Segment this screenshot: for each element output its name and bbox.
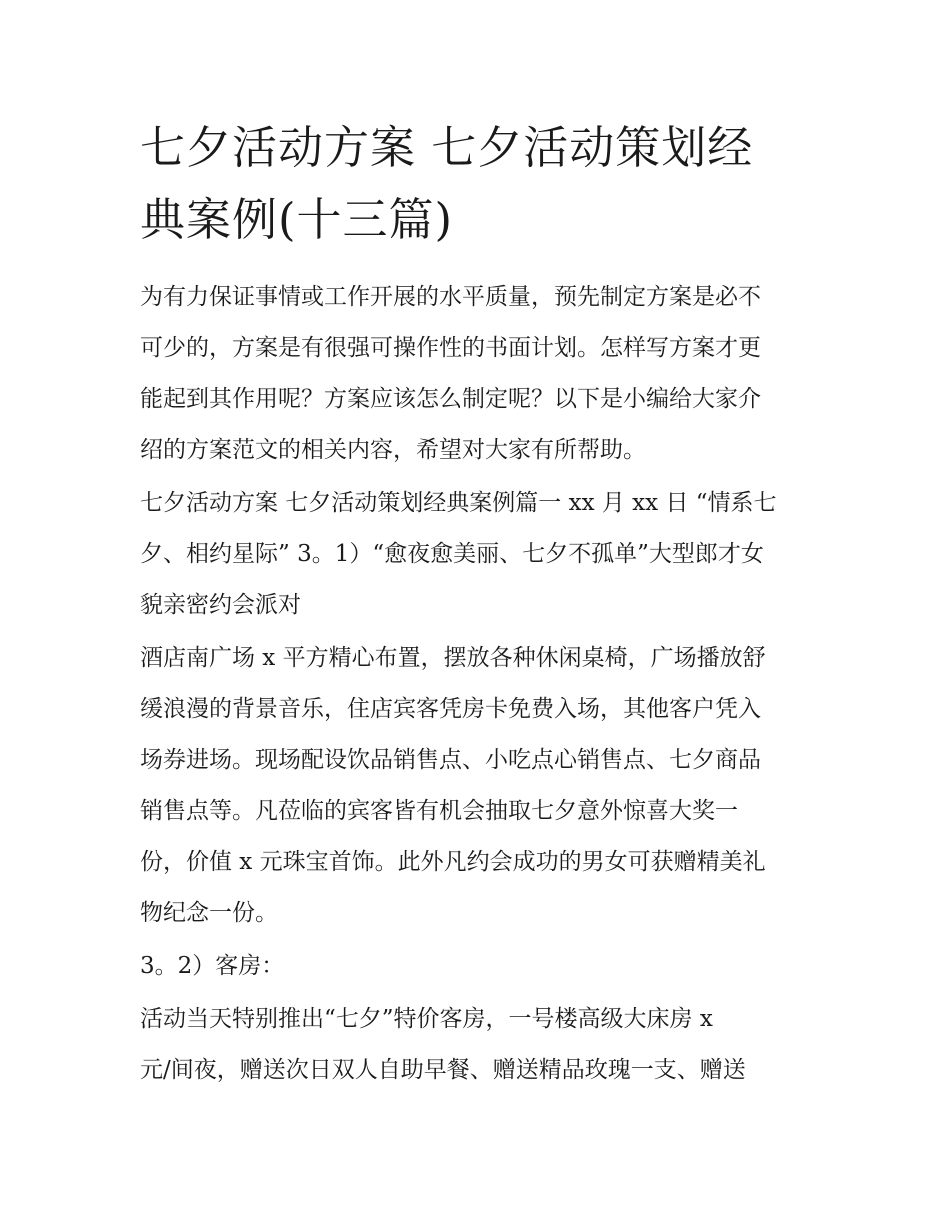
document-title — [140, 112, 820, 256]
document-body — [140, 112, 820, 1098]
party-description-paragraph — [140, 633, 820, 939]
title-line: 典案例(十三篇) — [140, 193, 454, 246]
text-line: 为有力保证事情或工作开展的水平质量，预先制定方案是必不 — [140, 284, 761, 310]
text-line: 销售点等。凡莅临的宾客皆有机会抽取七夕意外惊喜大奖一 — [140, 798, 738, 824]
text-line: 3。2）客房： — [140, 953, 285, 979]
paragraph-list — [140, 272, 820, 1096]
title-line: 七夕活动方案 七夕活动策划经 — [140, 121, 754, 174]
text-line: 物纪念一份。 — [140, 900, 278, 926]
text-line: 活动当天特别推出“七夕”特价客房，一号楼高级大床房 x — [140, 1006, 713, 1032]
rooms-description-paragraph — [140, 994, 820, 1096]
text-line: 绍的方案范文的相关内容，希望对大家有所帮助。 — [140, 437, 646, 463]
text-line: 七夕活动方案 七夕活动策划经典案例篇一 xx 月 xx 日 “情系七 — [140, 490, 777, 516]
text-line: 元/间夜，赠送次日双人自助早餐、赠送精品玫瑰一支、赠送 — [140, 1057, 746, 1083]
text-line: 可少的，方案是有很强可操作性的书面计划。怎样写方案才更 — [140, 335, 761, 361]
rooms-heading-paragraph — [140, 941, 820, 992]
text-line: 夕、相约星际” 3。1）“愈夜愈美丽、七夕不孤单”大型郎才女 — [140, 541, 764, 567]
text-line: 能起到其作用呢？方案应该怎么制定呢？以下是小编给大家介 — [140, 386, 761, 412]
text-line: 缓浪漫的背景音乐，住店宾客凭房卡免费入场，其他客户凭入 — [140, 696, 761, 722]
intro-paragraph — [140, 272, 820, 476]
section-heading-paragraph — [140, 478, 820, 631]
text-line: 份，价值 x 元珠宝首饰。此外凡约会成功的男女可获赠精美礼 — [140, 849, 766, 875]
text-line: 貌亲密约会派对 — [140, 592, 301, 618]
text-line: 酒店南广场 x 平方精心布置，摆放各种休闲桌椅，广场播放舒 — [140, 645, 766, 671]
text-line: 场券进场。现场配设饮品销售点、小吃点心销售点、七夕商品 — [140, 747, 761, 773]
